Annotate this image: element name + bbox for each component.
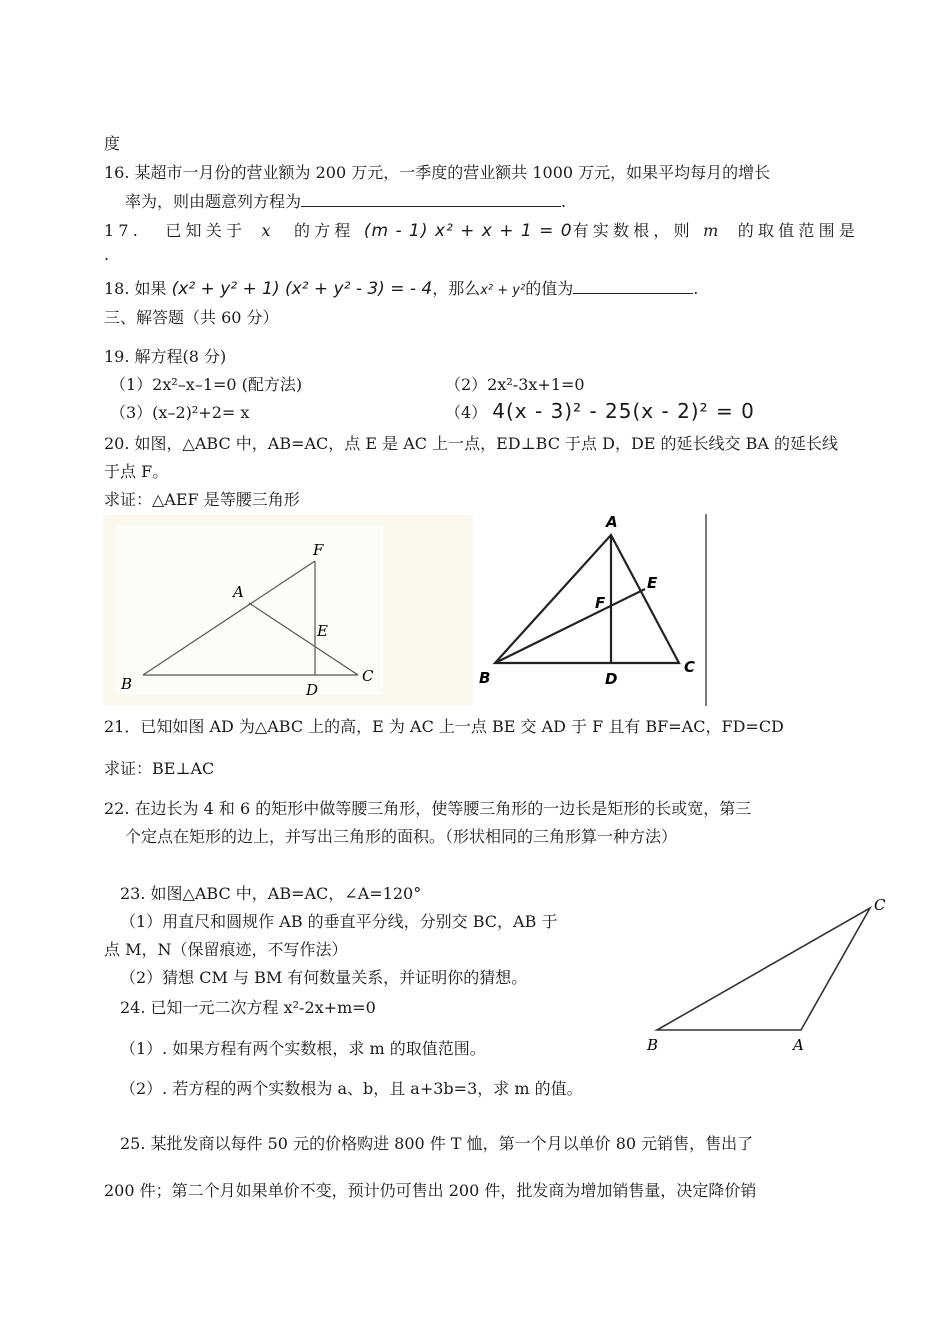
label-B: B [647, 1036, 659, 1054]
line-BE [495, 589, 645, 663]
q21-line2: 求证：BE⊥AC [104, 759, 215, 778]
q17-equation: (m - 1) x² + x + 1 = 0 [363, 221, 573, 241]
q18-end: . [693, 279, 699, 298]
figure-1-panel [115, 525, 383, 695]
q16-line2-prefix: 率为，则由题意列方程为 [125, 192, 302, 211]
q17-text-c: 有实数根，则 [572, 221, 694, 240]
q20-line2: 于点 F。 [104, 462, 169, 481]
q18-middle: ，那么 [432, 279, 481, 298]
q17-tail: . [104, 245, 110, 264]
q23-line1: 23. 如图△ABC 中，AB=AC，∠A=120° [120, 884, 422, 903]
section-title: 三、解答题（共 60 分） [104, 308, 279, 327]
q17-text-d: 的取值范围是 [737, 221, 859, 240]
label-F: F [313, 541, 324, 559]
q20-figure-1 [103, 515, 473, 705]
q24-line1: 24. 已知一元二次方程 x²-2x+m=0 [120, 998, 376, 1017]
q17-var-x: x [261, 221, 275, 240]
label-C: C [362, 667, 374, 685]
label-D: D [605, 670, 618, 688]
q22-line1: 22. 在边长为 4 和 6 的矩形中做等腰三角形，使等腰三角形的一边长是矩形的长或宽，第三 [104, 799, 752, 818]
q19-part2: （2）2x²-3x+1=0 [445, 375, 585, 394]
q19-title: 19. 解方程(8 分) [104, 347, 227, 366]
label-A: A [233, 583, 244, 601]
q25-line2: 200 件；第二个月如果单价不变，预计仍可售出 200 件，批发商为增加销售量，决定降价销 [104, 1181, 757, 1200]
label-F: F [595, 594, 606, 612]
q23-line2: （1）用直尺和圆规作 AB 的垂直平分线，分别交 BC，AB 于 [120, 912, 558, 931]
label-B: B [121, 675, 133, 693]
label-A: A [793, 1036, 804, 1054]
triangle-ABC [657, 908, 870, 1030]
label-C: C [684, 658, 696, 676]
q19-part3: （3）(x–2)²+2= x [110, 403, 250, 422]
label-B: B [479, 669, 491, 687]
q19-part4-label: （4） [445, 403, 488, 422]
q25-line1: 25. 某批发商以每件 50 元的价格购进 800 件 T 恤，第一个月以单价 80 元销售，售出了 [120, 1134, 754, 1153]
q16-line2-suffix: . [561, 192, 567, 211]
triangle-ABC [495, 535, 679, 663]
q23-line3: 点 M，N（保留痕迹，不写作法） [104, 940, 348, 959]
q17-number: 17. [104, 221, 143, 240]
q22-line2: 个定点在矩形的边上，并写出三角形的面积。（形状相同的三角形算一种方法） [125, 827, 678, 846]
q24-part1: （1）. 如果方程有两个实数根，求 m 的取值范围。 [120, 1039, 486, 1058]
label-E: E [647, 574, 658, 592]
q16-answer-blank[interactable] [301, 190, 561, 207]
q20-figure-2 [473, 510, 723, 710]
q23-line4: （2）猜想 CM 与 BM 有何数量关系，并证明你的猜想。 [120, 968, 528, 987]
q19-part4 [445, 400, 755, 424]
page-fragment: 度 [104, 134, 121, 153]
q23-figure [640, 890, 900, 1065]
label-A: A [606, 513, 618, 531]
label-E: E [317, 622, 328, 640]
q16-line2 [125, 190, 566, 213]
q17-text-a: 已知关于 [165, 221, 247, 240]
q18-prefix: 18. 如果 [104, 279, 167, 298]
q20-line3: 求证：△AEF 是等腰三角形 [104, 490, 300, 509]
q18-suffix: 的值为 [525, 279, 574, 298]
q17-line [104, 220, 859, 242]
q17-var-m: m [703, 221, 723, 240]
q20-line1: 20. 如图，△ABC 中，AB=AC，点 E 是 AC 上一点，ED⊥BC 于点 D，DE 的延长线交 BA 的延长线 [104, 434, 839, 453]
label-D: D [306, 681, 319, 699]
q19-part4-equation: 4(x - 3)² - 25(x - 2)² = 0 [492, 399, 755, 423]
q16-line1: 16. 某超市一月份的营业额为 200 万元，一季度的营业额共 1000 万元，如果平均每月的增长 [104, 163, 771, 182]
q19-part1: （1）2x²–x–1=0 (配方法) [110, 375, 303, 394]
q24-part2: （2）. 若方程的两个实数根为 a、b，且 a+3b=3，求 m 的值。 [120, 1079, 583, 1098]
q18-expr: x² + y² [480, 283, 526, 298]
q18-answer-blank[interactable] [573, 277, 693, 294]
q17-text-b: 的方程 [293, 221, 355, 240]
q18-equation: (x² + y² + 1) (x² + y² - 3) = - 4 [171, 279, 433, 299]
q18-line [104, 277, 698, 302]
label-C: C [874, 896, 886, 914]
q21-line1: 21．已知如图 AD 为△ABC 上的高，E 为 AC 上一点 BE 交 AD 于 F 且有 BF=AC，FD=CD [104, 717, 784, 736]
